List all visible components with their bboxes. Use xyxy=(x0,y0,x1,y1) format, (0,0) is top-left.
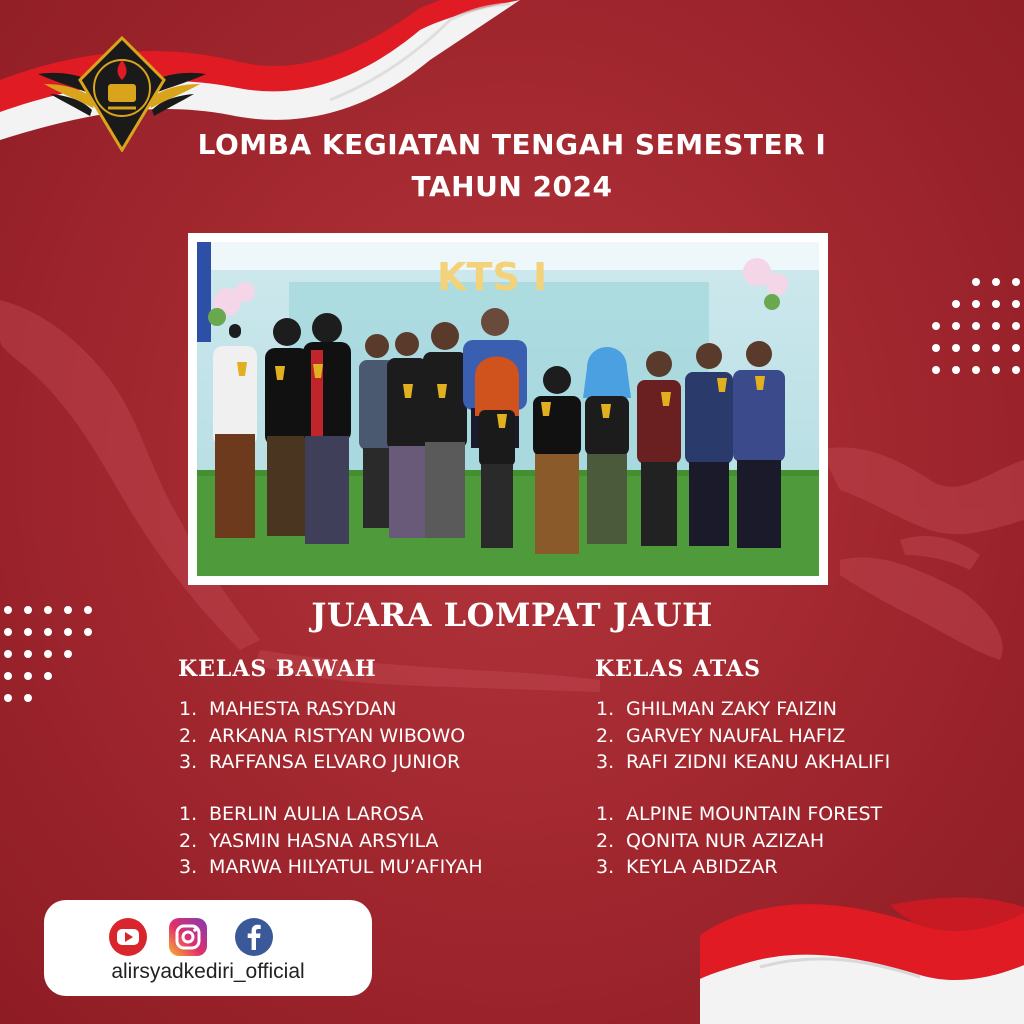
kelas-atas-label: KELAS ATAS xyxy=(595,656,761,682)
kelas-atas-list-2 xyxy=(596,801,882,881)
kelas-atas-list-1 xyxy=(596,696,890,776)
list-item: 3. KEYLA ABIDZAR xyxy=(596,856,778,878)
list-item: 2. YASMIN HASNA ARSYILA xyxy=(179,829,439,852)
kelas-bawah-list-2 xyxy=(179,801,483,881)
list-item: 3. RAFFANSA ELVARO JUNIOR xyxy=(179,751,461,773)
facebook-icon[interactable] xyxy=(234,917,274,957)
dot-pattern-right xyxy=(930,276,1024,386)
instagram-icon[interactable] xyxy=(168,917,208,957)
youtube-icon[interactable] xyxy=(108,917,148,957)
banner-text: KTS I xyxy=(437,255,548,299)
competition-heading: JUARA LOMPAT JAUH xyxy=(311,596,713,634)
event-title: LOMBA KEGIATAN TENGAH SEMESTER I xyxy=(197,128,827,161)
list-item: 3. MARWA HILYATUL MU’AFIYAH xyxy=(179,856,483,878)
winners-group-photo xyxy=(197,242,819,576)
kelas-bawah-label: KELAS BAWAH xyxy=(178,656,377,682)
list-item: 1. ALPINE MOUNTAIN FOREST xyxy=(596,803,883,825)
kelas-bawah-list-1 xyxy=(179,696,465,776)
list-item: 1. GHILMAN ZAKY FAIZIN xyxy=(596,698,837,720)
event-year: TAHUN 2024 xyxy=(411,170,613,203)
list-item: 2. QONITA NUR AZIZAH xyxy=(596,829,825,852)
list-item: 3. RAFI ZIDNI KEANU AKHALIFI xyxy=(596,751,891,773)
list-item: 1. MAHESTA RASYDAN xyxy=(179,698,397,720)
social-handle[interactable]: alirsyadkediri_official xyxy=(111,960,305,983)
list-item: 2. GARVEY NAUFAL HAFIZ xyxy=(596,724,846,747)
flag-ribbon-bottom xyxy=(700,895,1024,1024)
dot-pattern-left xyxy=(0,604,96,714)
list-item: 1. BERLIN AULIA LAROSA xyxy=(179,803,424,825)
social-media-card xyxy=(44,900,372,996)
list-item: 2. ARKANA RISTYAN WIBOWO xyxy=(179,724,466,747)
